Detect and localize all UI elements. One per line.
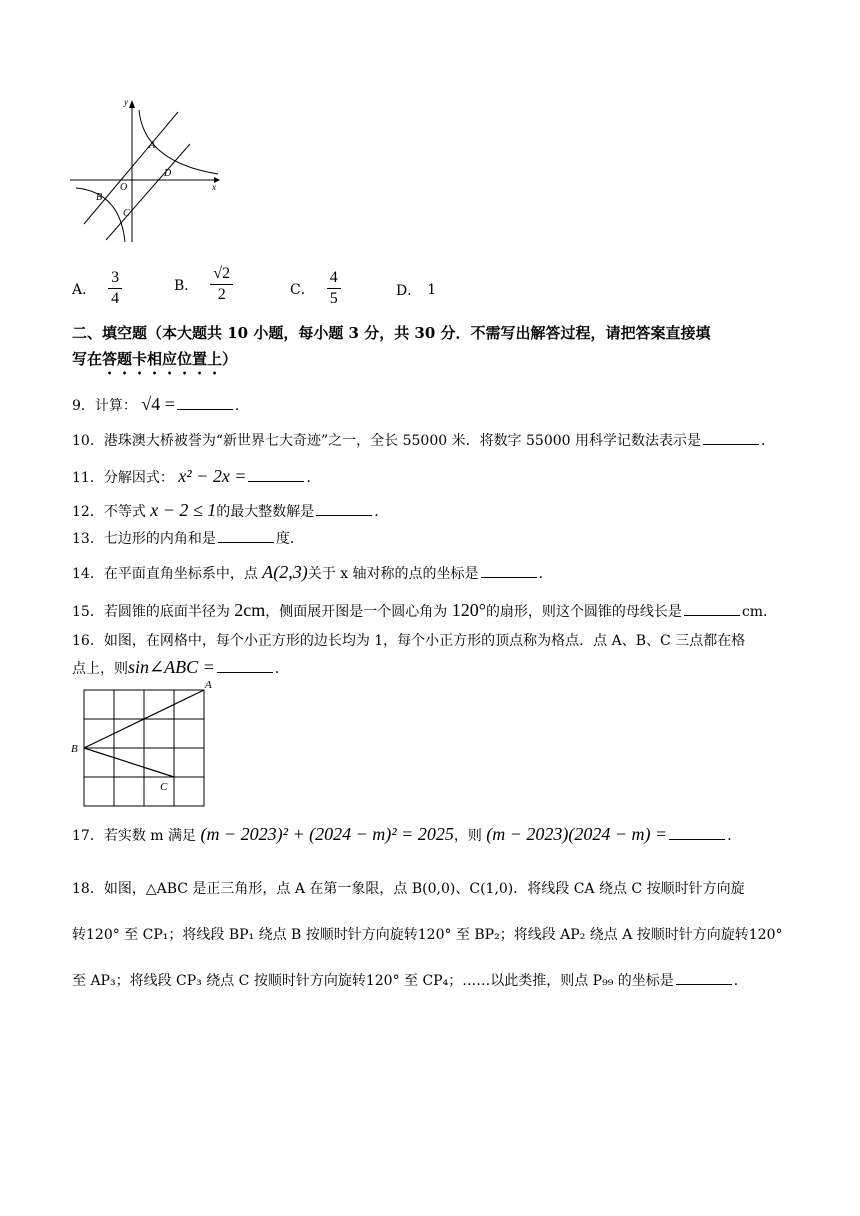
question-10: 10．港珠澳大桥被誉为“新世界七大奇迹”之一，全长 55000 米．将数字 55000 用科学记数法表示是 ． [72,433,776,449]
svg-text:O: O [120,182,128,193]
grid-figure [68,676,218,814]
svg-text:A: A [205,679,212,691]
svg-text:B: B [71,743,78,755]
svg-text:x: x [212,182,216,192]
question-15: 15．若圆锥的底面半径为 2cm，侧面展开图是一个圆心角为 120°的扇形，则这个圆锥的母线长是 cm． [72,600,778,620]
question-18: 18．如图，△ABC 是正三角形，点 A 在第一象限，点 B(0,0)、C(1,0)．将线段 CA 绕点 C 按顺时针方向旋 转120° 至 CP₁；将线段 BP₁ 绕点 B 按顺时针方向旋转120° 至 BP₂；将线段 AP₂ 绕点 A 按顺时针方向旋转120° 至 AP₃；将线段 CP₃ 绕点 C 按顺时针方向旋转120° 至 CP₄；……以此类推，则点 P₉₉ 的坐标是 ． [72,881,783,989]
option-a: A． $\frac{3}{4}$ [72,268,122,309]
section-heading: 二、填空题（本大题共 10 小题，每小题 3 分，共 30 分．不需写出解答过程，请把答案直接填 写在答题卡相应位置上） [72,324,711,368]
svg-text:B: B [96,192,103,203]
question-13: 13．七边形的内角和是 度． [72,531,304,547]
question-11: 11．分解因式： x² − 2x = ． [72,466,321,486]
svg-text:y: y [124,97,128,107]
hyperbola-graph [68,96,228,246]
svg-text:A: A [149,140,156,151]
svg-text:C: C [123,208,130,219]
question-17: 17．若实数 m 满足 (m − 2023)² + (2024 − m)² = 2025，则 (m − 2023)(2024 − m) = ． [72,824,742,844]
svg-text:D: D [164,168,172,179]
option-b: B． $\frac{√2}{2}$ [174,264,233,305]
option-c: C． $\frac{4}{5}$ [290,268,341,309]
option-d: D． 1 [396,282,437,299]
question-14: 14．在平面直角坐标系中，点 A(2,3)关于 x 轴对称的点的坐标是 ． [72,562,553,582]
question-12: 12．不等式 x − 2 ≤ 1的最大整数解是 ． [72,500,389,520]
question-16: 16．如图，在网格中，每个小正方形的边长均为 1，每个小正方形的顶点称为格点．点 A、B、C 三点都在格 点上，则sin∠ABC = ． [72,633,746,677]
svg-text:C: C [160,781,168,793]
question-9: 9．计算： √4 = ． [72,394,249,414]
